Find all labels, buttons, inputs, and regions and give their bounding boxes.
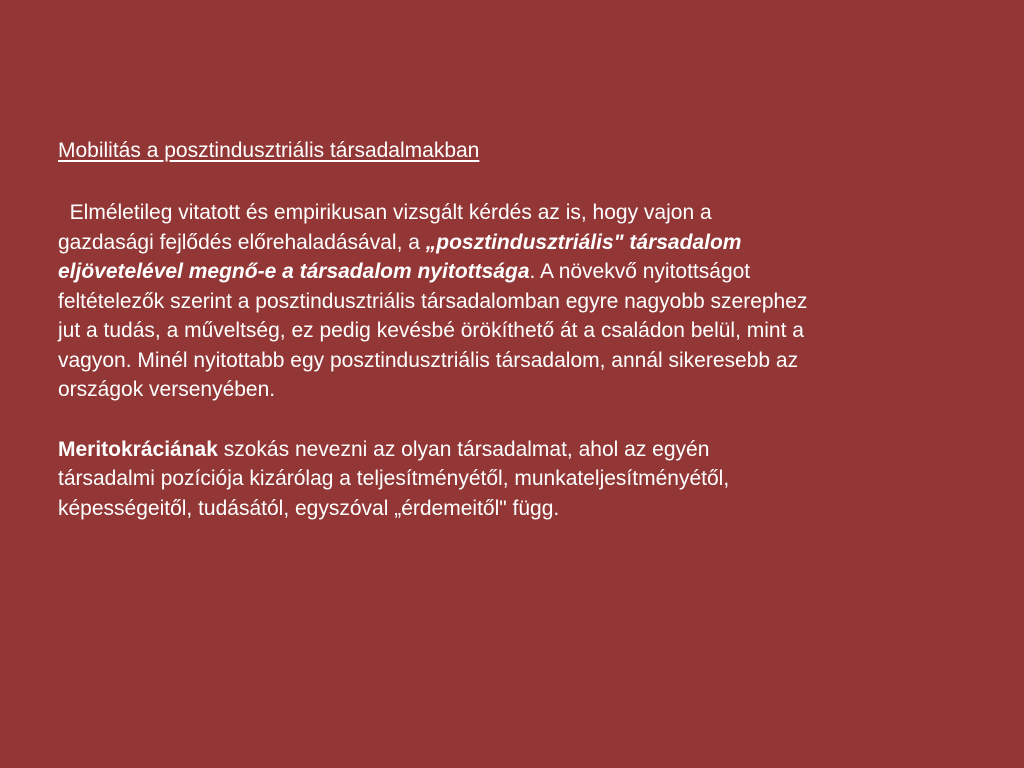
paragraph-meritocracy: [58, 435, 988, 524]
paragraph-line: [58, 316, 988, 346]
line-text: . A növekvő nyitottságot: [529, 260, 751, 283]
paragraph-line: [58, 228, 988, 258]
line-text: vagyon. Minél nyitottabb egy posztindusztriális társadalom, annál sikeresebb az: [58, 348, 799, 372]
paragraph-line: [58, 435, 988, 465]
line-text: gazdasági fejlődés előrehaladásával, a: [58, 230, 426, 254]
paragraph-line: [58, 375, 988, 405]
line-text: képességeitől, tudásától, egyszóval „érdemeitől" függ.: [58, 496, 560, 520]
emphasis-text: „posztindusztriális" társadalom: [425, 230, 742, 254]
line-text: Elméletileg vitatott és empirikusan vizsgált kérdés az is, hogy vajon a: [58, 201, 712, 224]
paragraph-line: [58, 346, 988, 376]
paragraph-line: [58, 494, 988, 524]
paragraph-line: [58, 464, 988, 494]
line-text: országok versenyében.: [58, 378, 276, 401]
emphasis-text: eljövetelével megnő-e a társadalom nyitottsága: [58, 260, 530, 283]
slide-content: [58, 136, 988, 523]
paragraph-line: [58, 257, 988, 287]
term-text: Meritokráciának: [58, 437, 218, 461]
paragraph-intro: [58, 198, 988, 405]
line-text: társadalmi pozíciója kizárólag a teljesítményétől, munkateljesítményétől,: [58, 467, 730, 490]
slide-title: Mobilitás a posztindusztriális társadalmakban: [58, 139, 480, 162]
line-text: jut a tudás, a műveltség, ez pedig kevésbé örökíthető át a családon belül, mint a: [58, 319, 804, 342]
paragraph-line: [58, 198, 988, 228]
line-text: feltételezők szerint a posztindusztriális társadalomban egyre nagyobb szerephez: [58, 289, 808, 313]
paragraph-line: [58, 287, 988, 317]
line-text: szokás nevezni az olyan társadalmat, ahol az egyén: [217, 437, 710, 461]
